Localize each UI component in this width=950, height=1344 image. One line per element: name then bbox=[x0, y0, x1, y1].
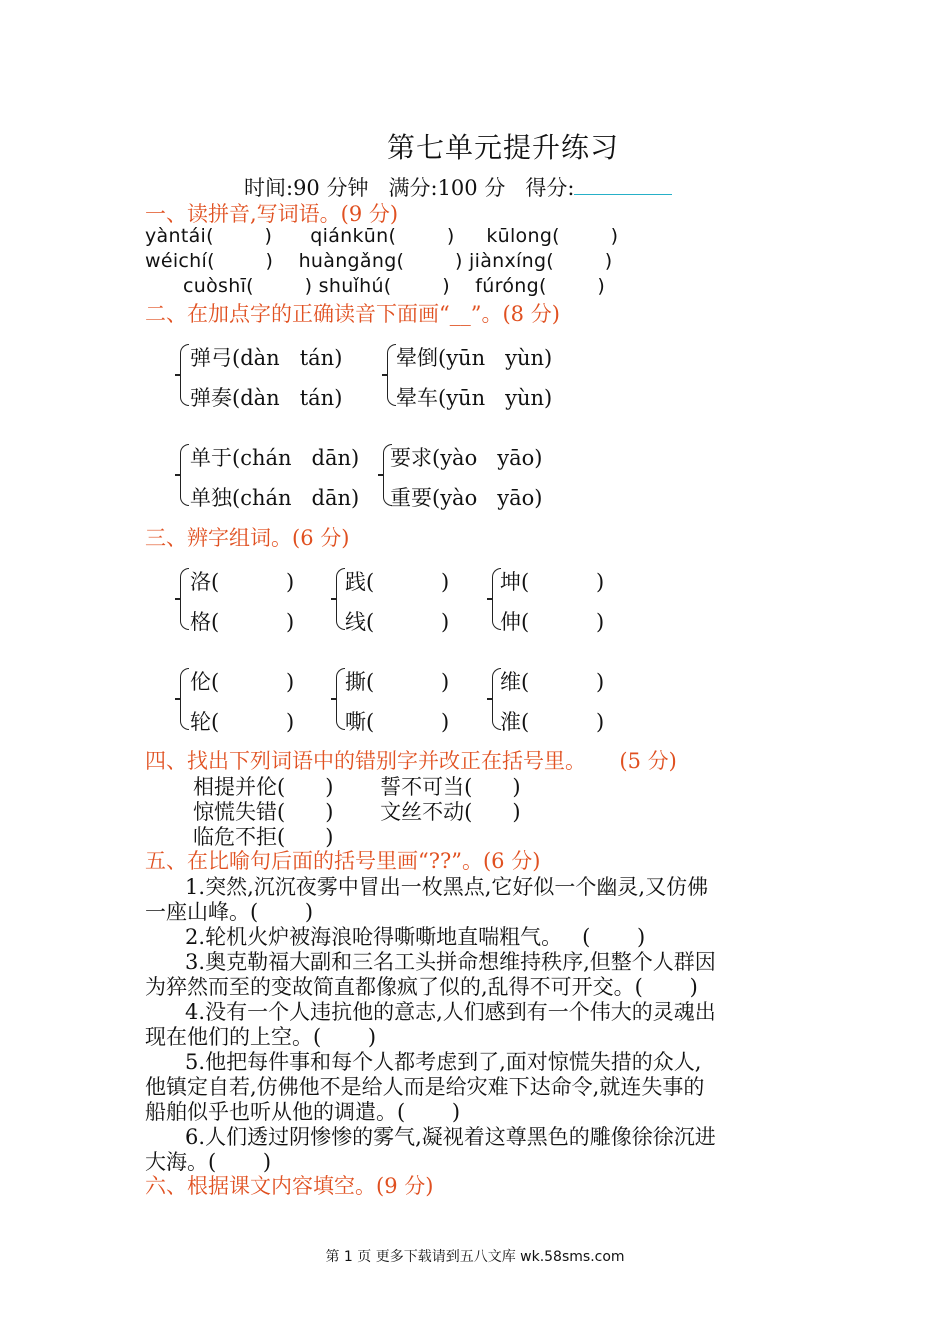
pinyin-row-3: cuòshī( ) shuǐhú( ) fúróng( ) bbox=[145, 275, 606, 297]
reading-b: 单独(chán dān) bbox=[190, 486, 360, 510]
metaphor-line: 他镇定自若,仿佛他不是给人而是给灾难下达命令,就连失事的 bbox=[145, 1075, 705, 1099]
page-footer: 第 1 页 更多下载请到五八文库 wk.58sms.com bbox=[325, 1249, 625, 1265]
compare-b: 线( ) bbox=[345, 610, 450, 634]
metaphor-line: 6.人们透过阴惨惨的雾气,凝视着这尊黑色的雕像徐徐沉进 bbox=[145, 1125, 716, 1149]
pinyin-row-2: wéichí( ) huàngǎng( ) jiànxíng( ) bbox=[145, 250, 613, 272]
reading-a: 弹弓(dàn tán) bbox=[190, 346, 343, 370]
score-blank[interactable] bbox=[574, 176, 672, 195]
section-1-heading: 一、读拼音,写词语。(9 分) bbox=[145, 202, 399, 226]
typo-row-2: 惊慌失错( ) 文丝不动( ) bbox=[193, 800, 521, 824]
section-2-heading: 二、在加点字的正确读音下面画“__”。(8 分) bbox=[145, 302, 560, 326]
brace bbox=[180, 668, 189, 730]
compare-a: 维( ) bbox=[500, 670, 605, 694]
metaphor-line: 4.没有一个人违抗他的意志,人们感到有一个伟大的灵魂出 bbox=[145, 1000, 716, 1024]
compare-a: 撕( ) bbox=[345, 670, 450, 694]
metaphor-line: 为猝然而至的变故简直都像疯了似的,乱得不可开交。( ) bbox=[145, 975, 698, 999]
reading-a: 单于(chán dān) bbox=[190, 446, 360, 470]
compare-b: 轮( ) bbox=[190, 710, 295, 734]
compare-b: 嘶( ) bbox=[345, 710, 450, 734]
pinyin-row-1: yàntái( ) qiánkūn( ) kūlong( ) bbox=[145, 225, 619, 247]
meta-text: 时间:90 分钟 满分:100 分 得分: bbox=[244, 176, 575, 200]
compare-a: 践( ) bbox=[345, 570, 450, 594]
metaphor-line: 大海。( ) bbox=[145, 1150, 272, 1174]
section-6-heading: 六、根据课文内容填空。(9 分) bbox=[145, 1174, 434, 1198]
section-4-heading: 四、找出下列词语中的错别字并改正在括号里。 (5 分) bbox=[145, 749, 677, 773]
metaphor-line: 5.他把每件事和每个人都考虑到了,面对惊慌失措的众人, bbox=[145, 1050, 702, 1074]
brace bbox=[180, 568, 189, 630]
reading-a: 晕倒(yūn yùn) bbox=[396, 346, 553, 370]
metaphor-line: 船舶似乎也听从他的调遣。( ) bbox=[145, 1100, 461, 1124]
compare-a: 洛( ) bbox=[190, 570, 295, 594]
metaphor-line: 现在他们的上空。( ) bbox=[145, 1025, 377, 1049]
metaphor-line: 1.突然,沉沉夜雾中冒出一枚黑点,它好似一个幽灵,又仿佛 bbox=[145, 875, 709, 899]
compare-a: 坤( ) bbox=[500, 570, 605, 594]
compare-a: 伦( ) bbox=[190, 670, 295, 694]
brace bbox=[180, 444, 189, 506]
brace bbox=[387, 344, 396, 406]
brace bbox=[336, 568, 345, 630]
metaphor-line: 一座山峰。( ) bbox=[145, 900, 314, 924]
brace bbox=[180, 344, 189, 406]
section-3-heading: 三、辨字组词。(6 分) bbox=[145, 526, 350, 550]
section-5-heading: 五、在比喻句后面的括号里画“??”。(6 分) bbox=[145, 849, 541, 873]
reading-b: 重要(yào yāo) bbox=[390, 486, 543, 510]
brace bbox=[336, 668, 345, 730]
page-title: 第七单元提升练习 bbox=[386, 131, 619, 164]
typo-row-3: 临危不拒( ) bbox=[193, 825, 334, 849]
reading-b: 晕车(yūn yùn) bbox=[396, 386, 553, 410]
compare-b: 格( ) bbox=[190, 610, 295, 634]
typo-row-1: 相提并伦( ) 誓不可当( ) bbox=[193, 775, 521, 799]
metaphor-line: 2.轮机火炉被海浪呛得嘶嘶地直喘粗气。 ( ) bbox=[145, 925, 646, 949]
reading-a: 要求(yào yāo) bbox=[390, 446, 543, 470]
metaphor-line: 3.奥克勒福大副和三名工头拼命想维持秩序,但整个人群因 bbox=[145, 950, 716, 974]
compare-b: 淮( ) bbox=[500, 710, 605, 734]
reading-b: 弹奏(dàn tán) bbox=[190, 386, 343, 410]
compare-b: 伸( ) bbox=[500, 610, 605, 634]
